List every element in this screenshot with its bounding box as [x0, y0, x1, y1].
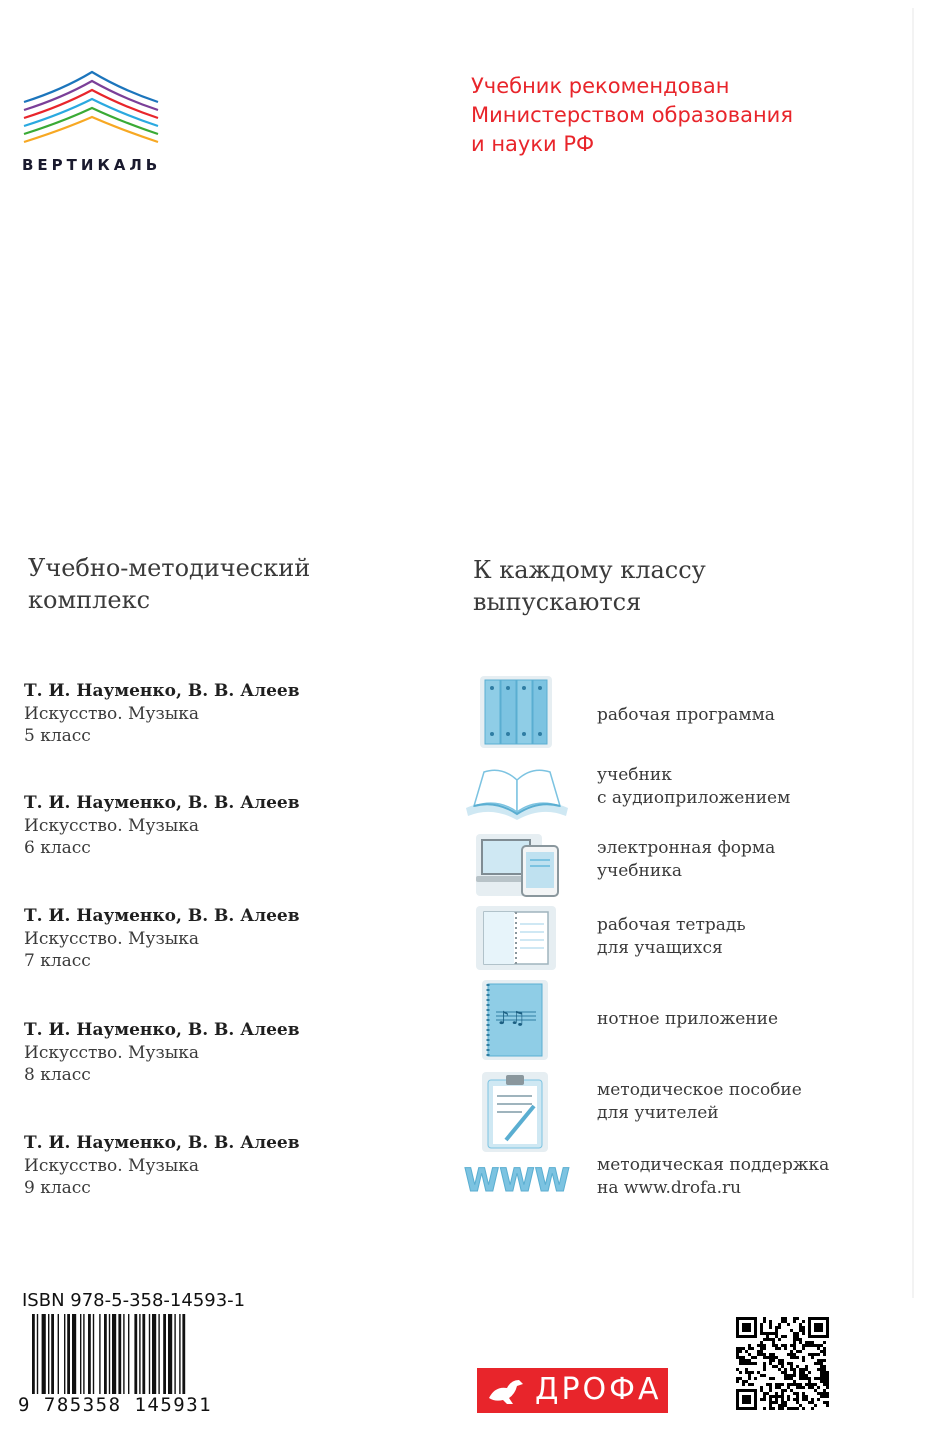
- bustard-bird-icon: [485, 1374, 529, 1408]
- umk-heading: [28, 552, 310, 616]
- book-subject: Искусство. Музыка: [24, 928, 200, 949]
- component-label: рабочая тетрадь: [597, 915, 746, 935]
- components-heading-line: К каждому классу: [473, 556, 706, 584]
- components-heading: [473, 554, 706, 618]
- book-grade: 6 класс: [24, 838, 91, 858]
- umk-heading-line: Учебно-методический: [28, 554, 311, 582]
- open-book-icon: [462, 758, 572, 834]
- logo-wordmark: ВЕРТИКАЛЬ: [22, 156, 162, 174]
- devices-icon: [462, 830, 572, 906]
- workbook-icon: [462, 902, 572, 978]
- book-grade: 7 класс: [24, 951, 91, 971]
- component-label: электронная форма: [597, 838, 776, 858]
- component-label: на www.drofa.ru: [597, 1178, 742, 1198]
- recommendation-line: и науки РФ: [471, 132, 595, 156]
- component-item: [597, 1079, 897, 1125]
- publisher-logo: [477, 1368, 668, 1413]
- component-item: [597, 1008, 897, 1031]
- recommendation-line: Учебник рекомендован: [471, 74, 730, 98]
- book-entry-7: [24, 905, 384, 973]
- qr-code-icon: [736, 1317, 829, 1410]
- book-grade: 9 класс: [24, 1178, 91, 1198]
- book-authors: Т. И. Науменко, В. В. Алеев: [24, 1133, 300, 1153]
- isbn-label: ISBN 978-5-358-14593-1: [22, 1290, 246, 1311]
- clipboard-icon: [462, 1070, 572, 1154]
- component-label: учебник: [597, 765, 672, 785]
- book-grade: 8 класс: [24, 1065, 91, 1085]
- www-icon: [462, 1156, 572, 1206]
- component-label: учебника: [597, 861, 682, 881]
- binders-icon: [462, 674, 572, 750]
- book-subject: Искусство. Музыка: [24, 1042, 200, 1063]
- components-heading-line: выпускаются: [473, 588, 642, 616]
- book-entry-8: [24, 1019, 384, 1087]
- barcode-digits: 9 785358 145931: [18, 1394, 213, 1416]
- component-label: для учителей: [597, 1103, 719, 1123]
- component-label: рабочая программа: [597, 705, 775, 725]
- umk-heading-line: комплекс: [28, 586, 151, 614]
- recommendation-notice: [471, 72, 891, 159]
- book-authors: Т. И. Науменко, В. В. Алеев: [24, 1020, 300, 1040]
- book-subject: Искусство. Музыка: [24, 815, 200, 836]
- component-label: методическая поддержка: [597, 1155, 830, 1175]
- component-item: [597, 704, 897, 727]
- recommendation-line: Министерством образования: [471, 103, 793, 127]
- component-item: [597, 837, 897, 883]
- book-authors: Т. И. Науменко, В. В. Алеев: [24, 906, 300, 926]
- svg-text:♪♫: ♪♫: [498, 1008, 526, 1029]
- component-item: [597, 1154, 897, 1200]
- book-authors: Т. И. Науменко, В. В. Алеев: [24, 793, 300, 813]
- component-label: методическое пособие: [597, 1080, 802, 1100]
- publisher-name: ДРОФА: [535, 1372, 662, 1407]
- component-item: [597, 914, 897, 960]
- page-edge-line: [912, 8, 914, 1298]
- book-subject: Искусство. Музыка: [24, 1155, 200, 1176]
- component-label: с аудиоприложением: [597, 788, 791, 808]
- book-entry-6: [24, 792, 384, 860]
- barcode-icon: [30, 1314, 235, 1394]
- component-label: нотное приложение: [597, 1009, 778, 1029]
- book-subject: Искусство. Музыка: [24, 703, 200, 724]
- book-grade: 5 класс: [24, 726, 91, 746]
- sheet-music-icon: [462, 978, 572, 1062]
- book-entry-9: [24, 1132, 384, 1200]
- component-label: для учащихся: [597, 938, 723, 958]
- www-icon-text: WWW: [464, 1161, 570, 1199]
- book-authors: Т. И. Науменко, В. В. Алеев: [24, 681, 300, 701]
- book-entry-5: [24, 680, 384, 748]
- component-item: [597, 764, 897, 810]
